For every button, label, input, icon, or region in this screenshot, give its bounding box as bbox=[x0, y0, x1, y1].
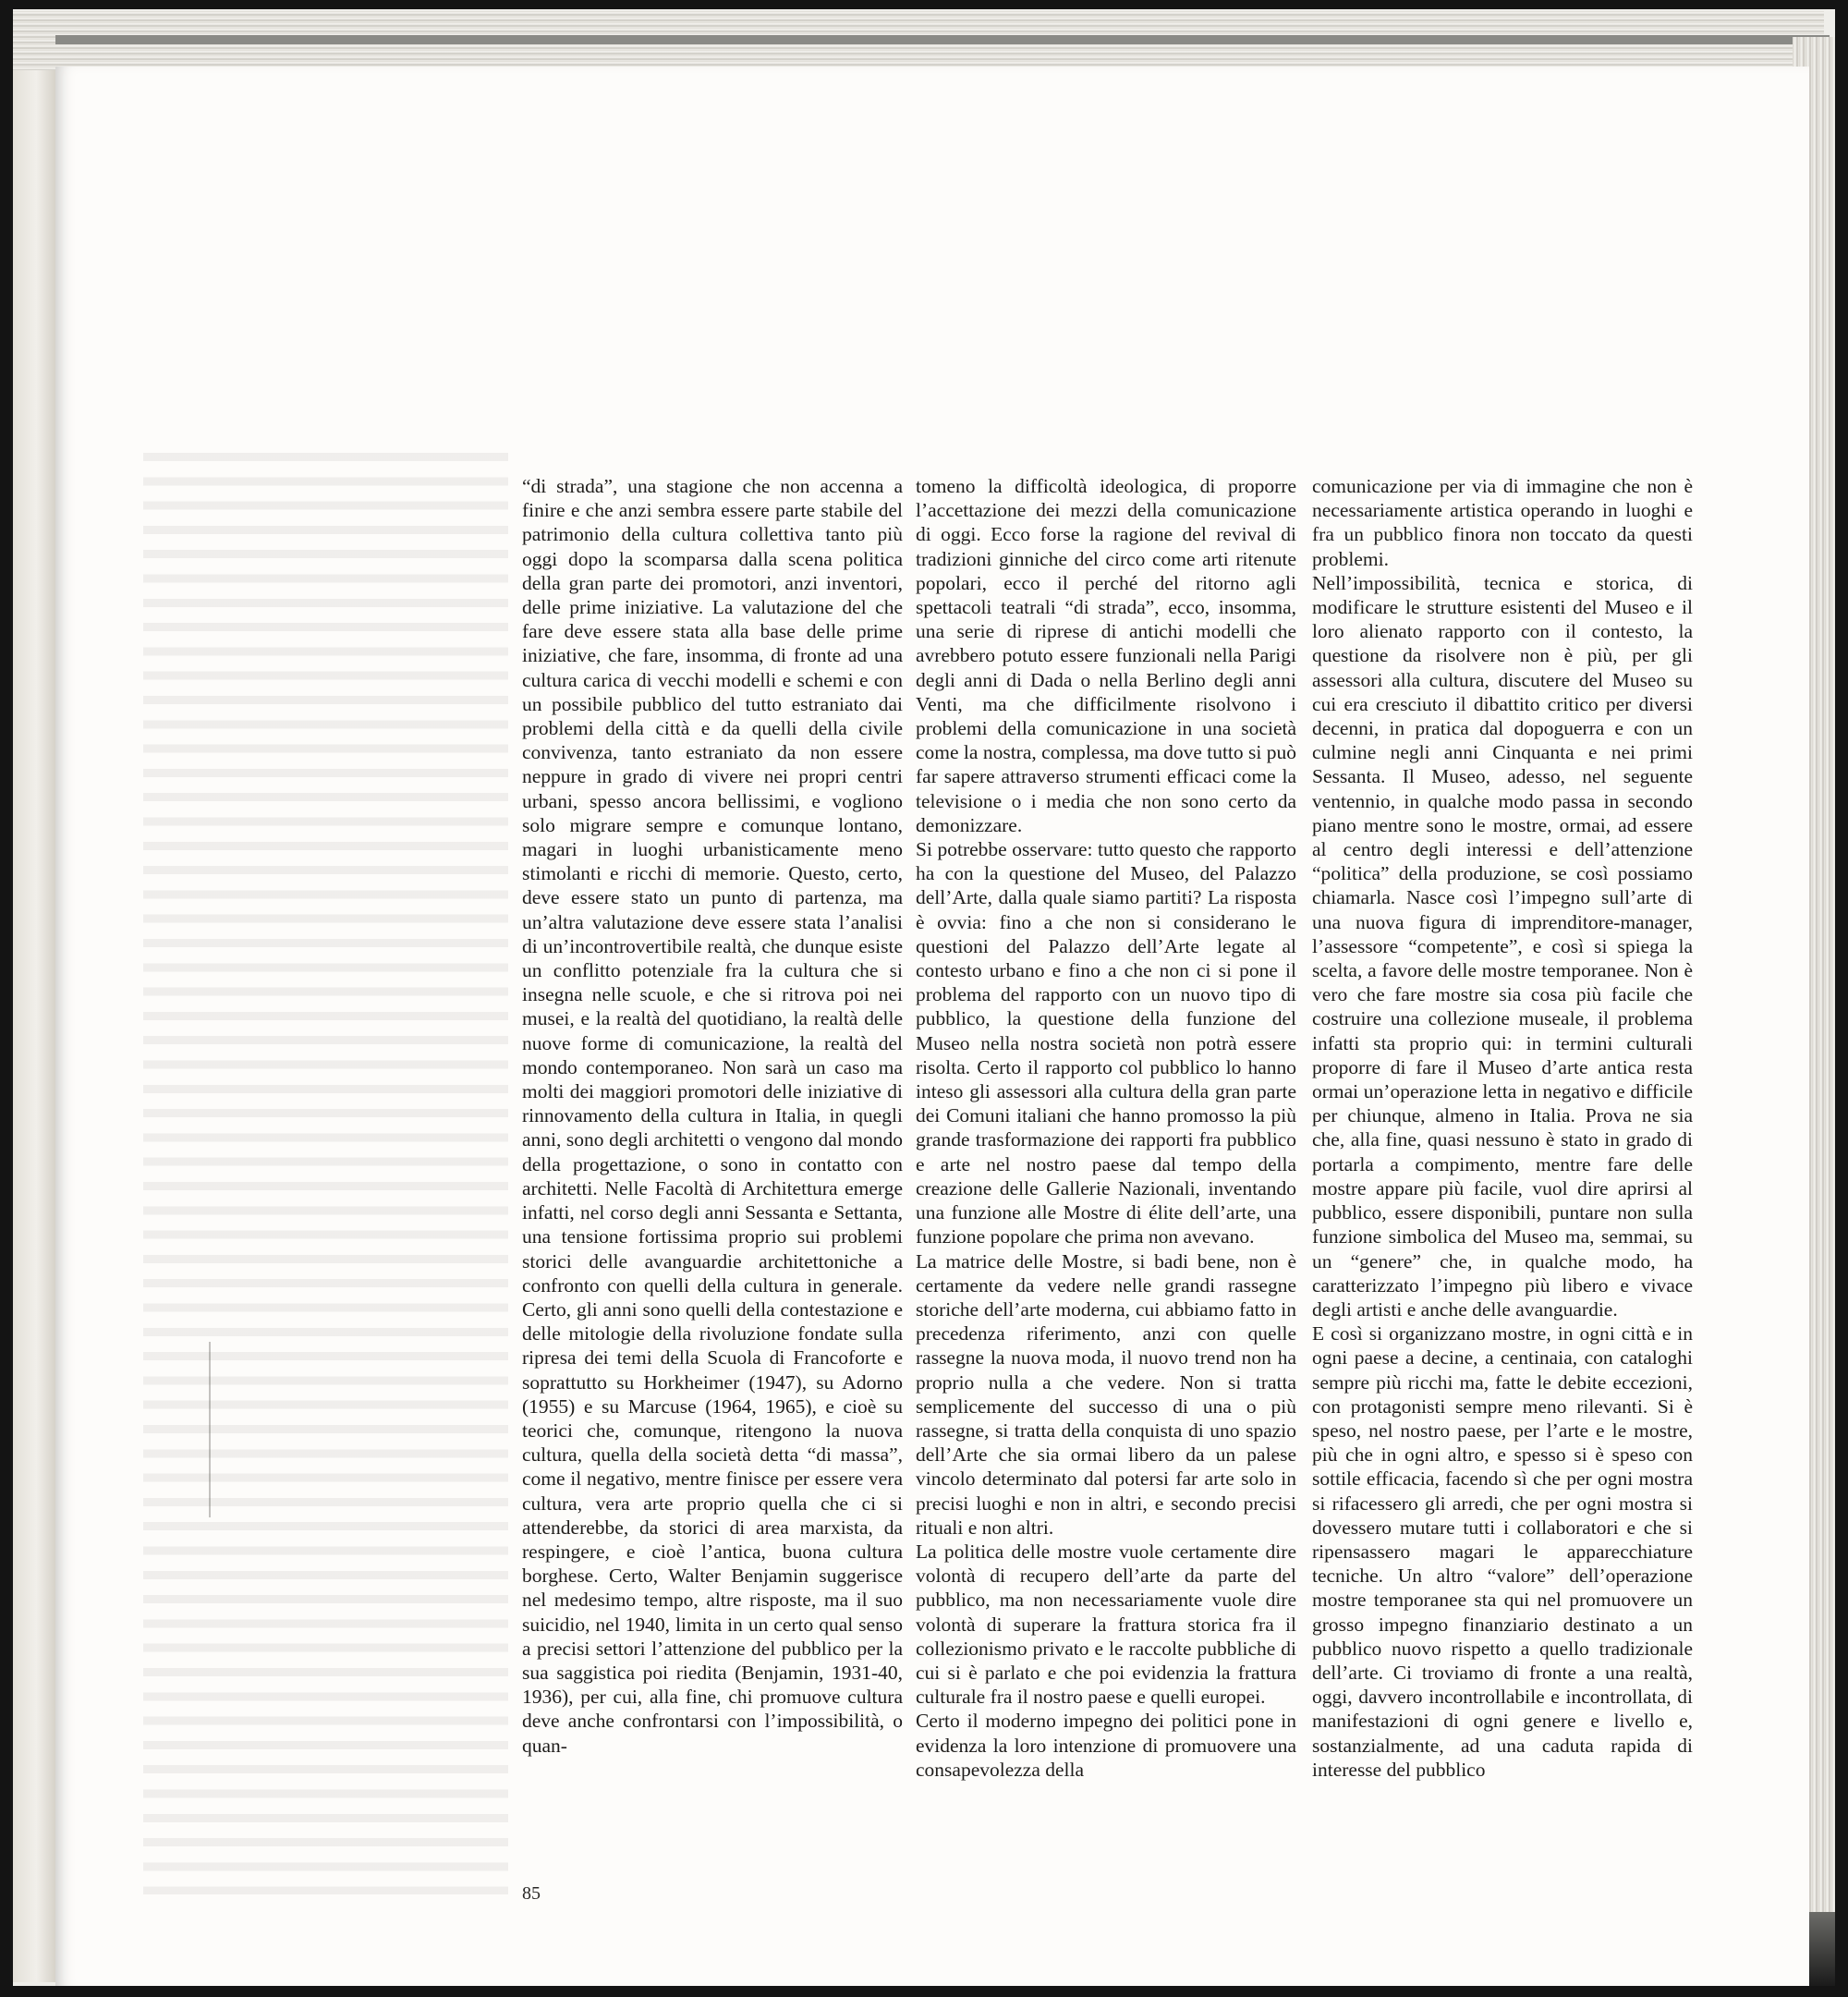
text-column-1 bbox=[522, 474, 903, 1758]
text-column-2 bbox=[916, 474, 1296, 1782]
paragraph: La matrice delle Mostre, si badi bene, non è certamente da vedere nelle grandi rassegne storiche dell’arte moderna, cui abbiamo fatto in precedenza riferimento, anzi con quelle rassegne la nuova moda, il nuovo trend non ha proprio nulla a che vedere. Non si tratta semplicemente del successo di una o più rassegne, si tratta della conquista di uno spazio dell’Arte che sia ormai libero da un palese vincolo determinato dal potersi far arte solo in precisi luoghi e non in altri, e secondo precisi rituali e non altri. bbox=[916, 1249, 1296, 1539]
bleed-through-mark bbox=[209, 1342, 211, 1517]
page-number: 85 bbox=[522, 1883, 541, 1904]
paragraph: comunicazione per via di immagine che non è necessariamente artistica operando in luoghi e fra un pubblico finora non toccato da questi problemi. bbox=[1312, 475, 1693, 570]
paragraph: Nell’impossibilità, tecnica e storica, di modificare le strutture esistenti del Museo e il loro alienato rapporto con il contesto, la questione da risolvere non è più, per gli assessori alla cultura, discutere del Museo su cui era cresciuto il dibattito critico per diversi decenni, in pratica dal dopoguerra e con un culmine negli anni Cinquanta e nei primi Sessanta. Il Museo, adesso, nel seguente ventennio, in qualche modo passa in secondo piano mentre sono le mostre, ormai, ad essere al centro degli interessi e dell’attenzione “politica” della produzione, se così possiamo chiamarla. Nasce così l’impegno sull’arte di una nuova figura di imprenditore-manager, l’assessore “competente”, e così si spiega la scelta, a favore delle mostre temporanee. Non è vero che fare mostre sia cosa più facile che costruire una collezione museale, il problema infatti sta proprio qui: in termini culturali proporre di fare il Museo d’arte antica resta ormai un’operazione letta in negativo e difficile per chiunque, almeno in Italia. Prova ne sia che, alla fine, quasi nessuno è stato in grado di portarla a compimento, mentre fare delle mostre appare più facile, vuol dire aprirsi al pubblico, essere disponibili, puntare non sulla funzione simbolica del Museo ma, semmai, su un “genere” che, in qualche modo, ha caratterizzato l’impegno più libero e vivace degli artisti e anche delle avanguardie. bbox=[1312, 571, 1693, 1321]
previous-page-edge bbox=[13, 28, 55, 1982]
paragraph: E così si organizzano mostre, in ogni città e in ogni paese a decine, a centinaia, con cataloghi sempre più ricchi ma, fatte le debite eccezioni, con protagonisti sempre meno rilevanti. Si è speso, nel nostro paese, per l’arte e le mostre, più che in ogni altro, e spesso si è speso con sottile efficacia, facendo sì che per ogni mostra si rifacessero gli arredi, che per ogni mostra si dovessero mutare tutti i collaboratori e che si ripensassero magari le apparecchiature tecniche. Un altro “valore” dell’operazione mostre temporanee sta qui nel promuovere un grosso impegno finanziario destinato a un pubblico nuovo rispetto a quello tradizionale dell’arte. Ci troviamo di fronte a una realtà, oggi, davvero incontrollabile e incontrollata, di manifestazioni di ogni genere e livello e, sostanzialmente, ad una caduta rapida di interesse del pubblico bbox=[1312, 1322, 1693, 1781]
paragraph: Certo il moderno impegno dei politici pone in evidenza la loro intenzione di promuovere una consapevolezza della bbox=[916, 1710, 1296, 1781]
bleed-through-text bbox=[143, 453, 508, 1894]
paragraph: tomeno la difficoltà ideologica, di proporre l’accettazione dei mezzi della comunicazione di oggi. Ecco forse la ragione del revival di tradizioni ginniche del circo come arti ritenute popolari, ecco il perché del ritorno agli spettacoli teatrali “di strada”, ecco, insomma, una serie di riprese di antichi modelli che avrebbero potuto essere funzionali nella Parigi degli anni di Dada o nella Berlino degli anni Venti, ma che difficilmente risolvono i problemi della comunicazione in una società come la nostra, complessa, ma dove tutto si può far sapere attraverso strumenti efficaci come la televisione o i media che non sono certo da demonizzare. bbox=[916, 475, 1296, 836]
page-stack-shadow bbox=[55, 35, 1830, 44]
paragraph: Si potrebbe osservare: tutto questo che rapporto ha con la questione del Museo, del Palazzo dell’Arte, dalla quale siamo partiti? La risposta è ovvia: fino a che non si considerano le questioni del Palazzo dell’Arte legate al contesto urbano e fino a che non ci si pone il problema del rapporto con un nuovo tipo di pubblico, la questione della funzione del Museo nella nostra società non potrà essere risolta. Certo il rapporto col pubblico lo hanno inteso gli assessori alla cultura della gran parte dei Comuni italiani che hanno promosso la più grande trasformazione dei rapporti fra pubblico e arte nel nostro paese dal tempo della creazione delle Gallerie Nazionali, inventando una funzione alle Mostre di élite dell’arte, una funzione popolare che prima non avevano. bbox=[916, 838, 1296, 1248]
paragraph: La politica delle mostre vuole certamente dire volontà di recupero dell’arte da parte del pubblico, ma non necessariamente vuole dire volontà di superare la frattura storica fra il collezionismo privato e le raccolte pubbliche di cui si è parlato e che poi evidenzia la frattura culturale fra il nostro paese e quelli europei. bbox=[916, 1540, 1296, 1709]
text-column-3 bbox=[1312, 474, 1693, 1782]
paragraph: “di strada”, una stagione che non accenna a finire e che anzi sembra essere parte stabile del patrimonio della cultura collettiva tanto più oggi dopo la scomparsa dalla scena politica della gran parte dei promotori, anzi inventori, delle prime iniziative. La valutazione del che fare deve essere stata alla base delle prime iniziative, che fare, insomma, di fronte ad una cultura carica di vecchi modelli e schemi e con un possibile pubblico del tutto estraniato dai problemi della città e da quelli della civile convivenza, tanto estraniato da non essere neppure in grado di vivere nei propri centri urbani, spesso ancora bellissimi, e vogliono solo migrare sempre e comunque lontano, magari in luoghi urbanisticamente meno stimolanti e ricchi di memorie. Questo, certo, deve essere stato un punto di partenza, ma un’altra valutazione deve essere stata l’analisi di un’incontrovertibile realtà, che dunque esiste un conflitto potenziale fra la cultura che si insegna nelle scuole, e che si ritrova poi nei musei, e la realtà del quotidiano, la realtà delle nuove forme di comunicazione, la realtà del mondo contemporaneo. Non sarà un caso ma molti dei maggiori promotori delle iniziative di rinnovamento della cultura in Italia, in quegli anni, sono degli architetti o vengono dal mondo della progettazione, o sono in contatto con architetti. Nelle Facoltà di Architettura emerge infatti, nel corso degli anni Sessanta e Settanta, una tensione fortissima proprio sui problemi storici delle avanguardie architettoniche a confronto con quelli della cultura in generale. Certo, gli anni sono quelli della contestazione e delle mitologie della rivoluzione fondate sulla ripresa dei temi della Scuola di Francoforte e soprattutto su Horkheimer (1947), su Adorno (1955) e su Marcuse (1964, 1965), e cioè su teorici che, comunque, ritengono la nuova cultura, quella della società detta “di massa”, come il negativo, mentre finisce per essere vera cultura, vera arte proprio quella che ci si attenderebbe, da storici di area marxista, da respingere, e cioè l’antica, buona cultura borghese. Certo, Walter Benjamin suggerisce nel medesimo tempo, altre risposte, ma il suo suicidio, nel 1940, limita in un certo qual senso a precisi settori l’attenzione del pubblico per la sua saggistica poi riedita (Benjamin, 1931-40, 1936), per cui, alla fine, chi promuove cultura deve anche confrontarsi con l’impossibilità, o quan- bbox=[522, 475, 903, 1757]
